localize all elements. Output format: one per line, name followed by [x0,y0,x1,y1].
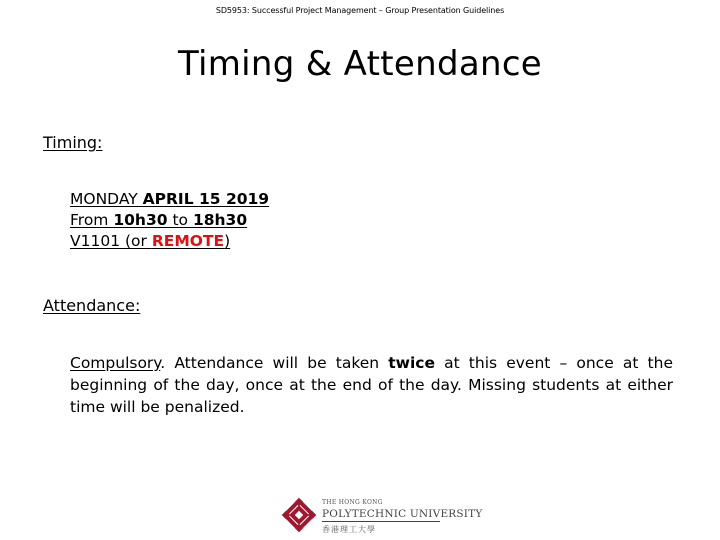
start-time: 10h30 [113,211,168,229]
date-value: APRIL 15 2019 [142,190,270,208]
logo-divider [322,521,440,522]
location-suffix: ) [224,232,231,250]
time-prefix: From [70,211,114,229]
logo-name: POLYTECHNIC UNIVERSITY [322,508,483,520]
timing-heading: Timing: [43,133,103,152]
remote-label: REMOTE [151,232,225,250]
polyu-emblem-icon [280,496,318,536]
end-time: 18h30 [192,211,248,229]
date-prefix: MONDAY [70,190,143,208]
attendance-text-1: . Attendance will be taken [160,354,389,372]
logo-subtitle: THE HONG KONG [322,499,383,506]
timing-date-line [70,189,269,210]
twice-emphasis: twice [388,354,435,372]
slide-header: SD5953: Successful Project Management – Group Presentation Guidelines [215,6,505,15]
logo-chinese-name: 香港理工大學 [322,525,376,534]
compulsory-label: Compulsory [70,354,161,372]
attendance-heading: Attendance: [43,296,141,315]
attendance-paragraph [70,352,673,418]
location-prefix: V1101 (or [70,232,152,250]
timing-details [70,189,269,252]
timing-time-line [70,210,269,231]
slide-title: Timing & Attendance [177,44,543,84]
time-separator: to [167,211,193,229]
university-logo [280,495,483,537]
attendance-text-2: at this event – once at the beginning of the day, once at the end of the day. Missing students at either time will be penalized. [70,354,673,416]
timing-location-line [70,231,269,252]
